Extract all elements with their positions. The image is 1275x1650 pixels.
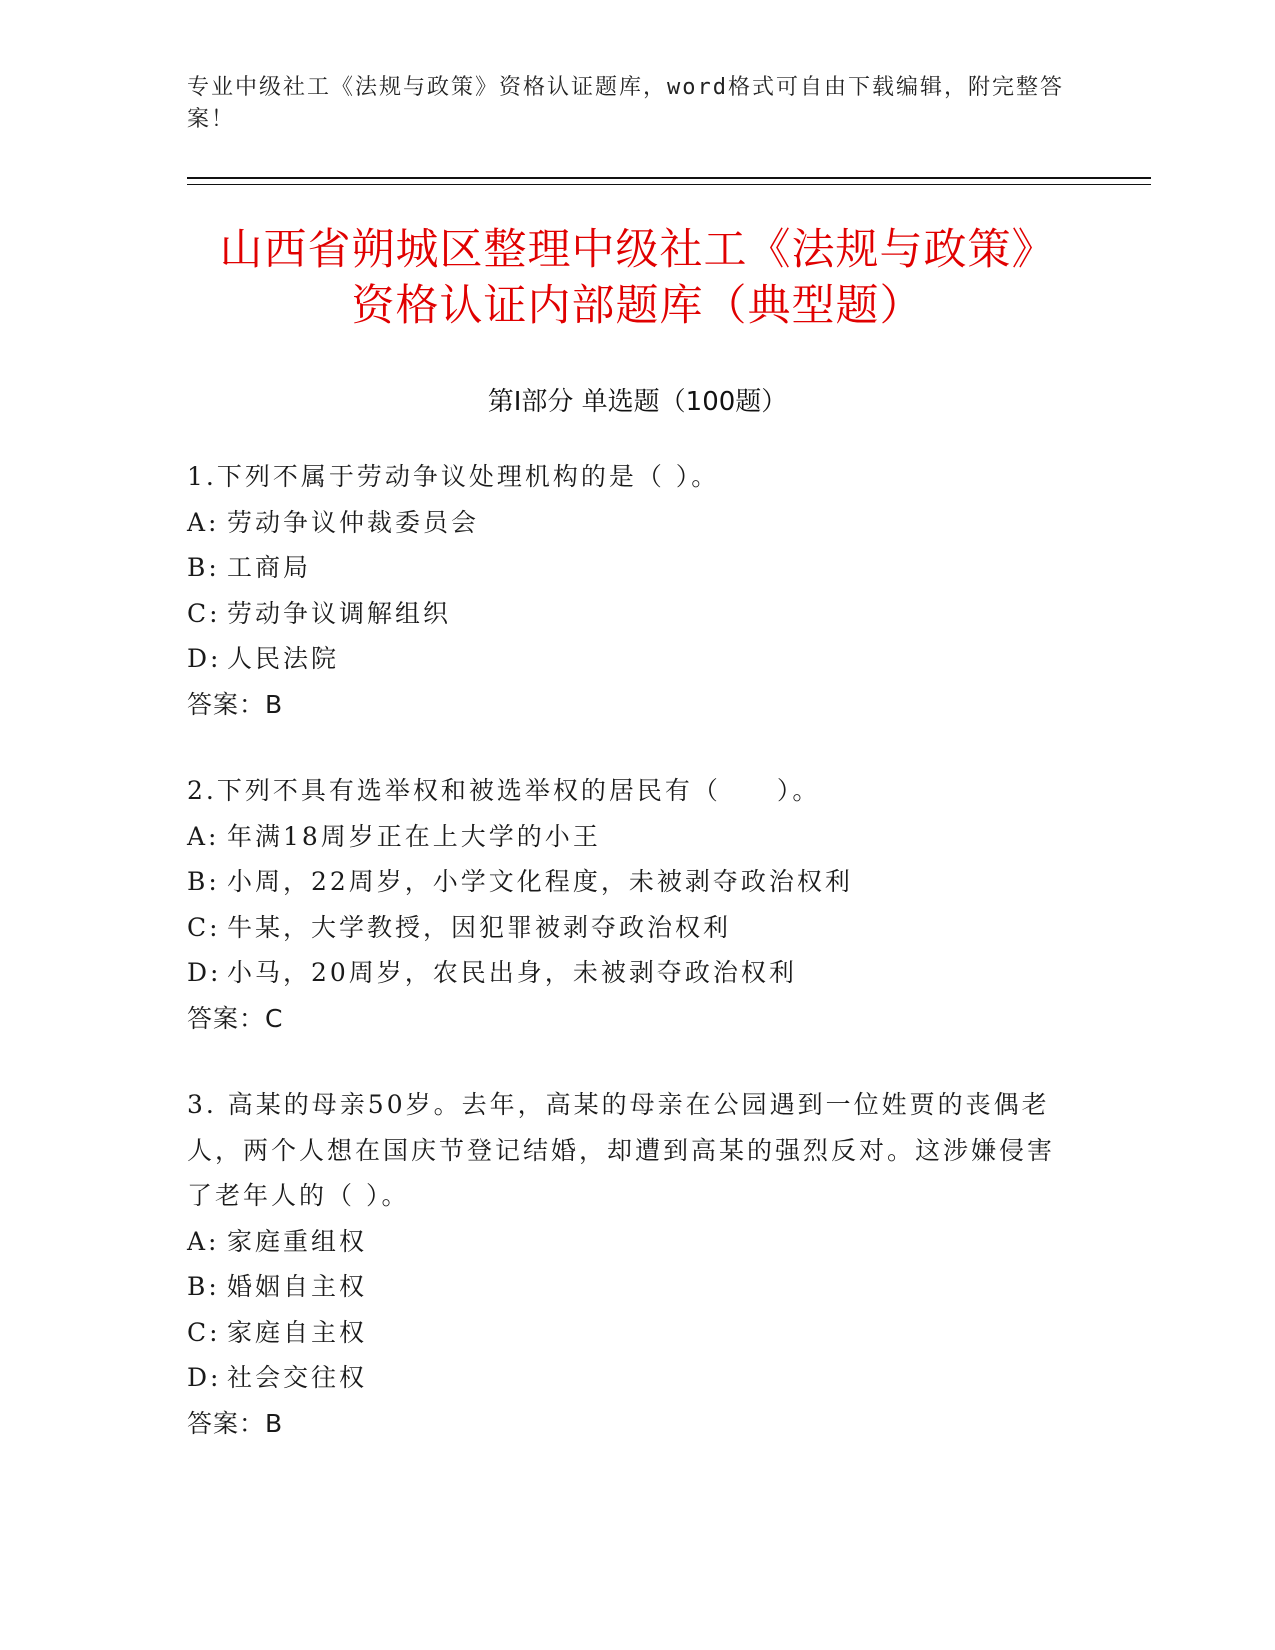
option-c bbox=[187, 591, 1067, 637]
option-text: 年满18周岁正在上大学的小王 bbox=[227, 821, 601, 851]
title-line-1: 山西省朔城区整理中级社工《法规与政策》 bbox=[219, 225, 1056, 275]
option-c bbox=[187, 905, 1067, 951]
question-stem: 1.下列不属于劳动争议处理机构的是（ ）。 bbox=[187, 462, 720, 491]
option-key: B: bbox=[187, 1272, 220, 1301]
header-divider-thick bbox=[187, 177, 1151, 179]
answer-line: 答案：B bbox=[187, 689, 284, 719]
option-d bbox=[187, 1355, 1067, 1401]
option-text: 社会交往权 bbox=[227, 1363, 368, 1392]
question-stem: 3. 高某的母亲50岁。去年，高某的母亲在公园遇到一位姓贾的丧偶老人，两个人想在国庆节登记结婚，却遭到高某的强烈反对。这涉嫌侵害了老年人的（ ）。 bbox=[187, 1090, 1056, 1210]
question-stem: 2.下列不具有选举权和被选举权的居民有（ ）。 bbox=[187, 776, 821, 805]
option-key: C: bbox=[187, 912, 221, 942]
option-key: A: bbox=[187, 821, 220, 851]
option-b bbox=[187, 545, 1067, 591]
option-d bbox=[187, 950, 1067, 996]
option-key: A: bbox=[187, 507, 220, 537]
title-line-2: 资格认证内部题库（典型题） bbox=[351, 281, 924, 331]
option-key: B: bbox=[187, 553, 220, 582]
option-text: 小周，22周岁，小学文化程度，未被剥夺政治权利 bbox=[227, 867, 853, 896]
question-2 bbox=[187, 768, 1067, 1041]
option-key: D: bbox=[187, 958, 222, 987]
answer-line: 答案：C bbox=[187, 1003, 284, 1033]
option-text: 小马，20周岁，农民出身，未被剥夺政治权利 bbox=[227, 958, 797, 987]
option-key: B: bbox=[187, 867, 220, 896]
option-text: 劳动争议调解组织 bbox=[227, 598, 452, 628]
document-title bbox=[150, 222, 1125, 334]
option-a bbox=[187, 814, 1067, 860]
option-key: C: bbox=[187, 598, 221, 628]
option-text: 家庭重组权 bbox=[227, 1226, 368, 1256]
option-key: A: bbox=[187, 1226, 220, 1256]
header-divider-thin bbox=[187, 184, 1151, 185]
option-a bbox=[187, 1219, 1067, 1265]
option-key: D: bbox=[187, 1363, 222, 1392]
option-a bbox=[187, 500, 1067, 546]
option-text: 家庭自主权 bbox=[227, 1317, 368, 1347]
option-key: D: bbox=[187, 644, 222, 673]
question-1 bbox=[187, 454, 1067, 727]
header-note: 专业中级社工《法规与政策》资格认证题库，word格式可自由下载编辑，附完整答案！ bbox=[187, 75, 1064, 132]
question-3 bbox=[187, 1082, 1067, 1446]
option-text: 牛某，大学教授，因犯罪被剥夺政治权利 bbox=[227, 912, 732, 942]
option-key: C: bbox=[187, 1317, 221, 1347]
option-c bbox=[187, 1310, 1067, 1356]
option-text: 劳动争议仲裁委员会 bbox=[227, 507, 480, 537]
option-d bbox=[187, 636, 1067, 682]
answer-line: 答案：B bbox=[187, 1408, 284, 1438]
option-b bbox=[187, 859, 1067, 905]
option-text: 工商局 bbox=[227, 553, 312, 582]
option-text: 婚姻自主权 bbox=[227, 1272, 368, 1301]
section-heading: 第Ⅰ部分 单选题（100题） bbox=[487, 387, 788, 417]
option-text: 人民法院 bbox=[227, 644, 340, 673]
option-b bbox=[187, 1264, 1067, 1310]
